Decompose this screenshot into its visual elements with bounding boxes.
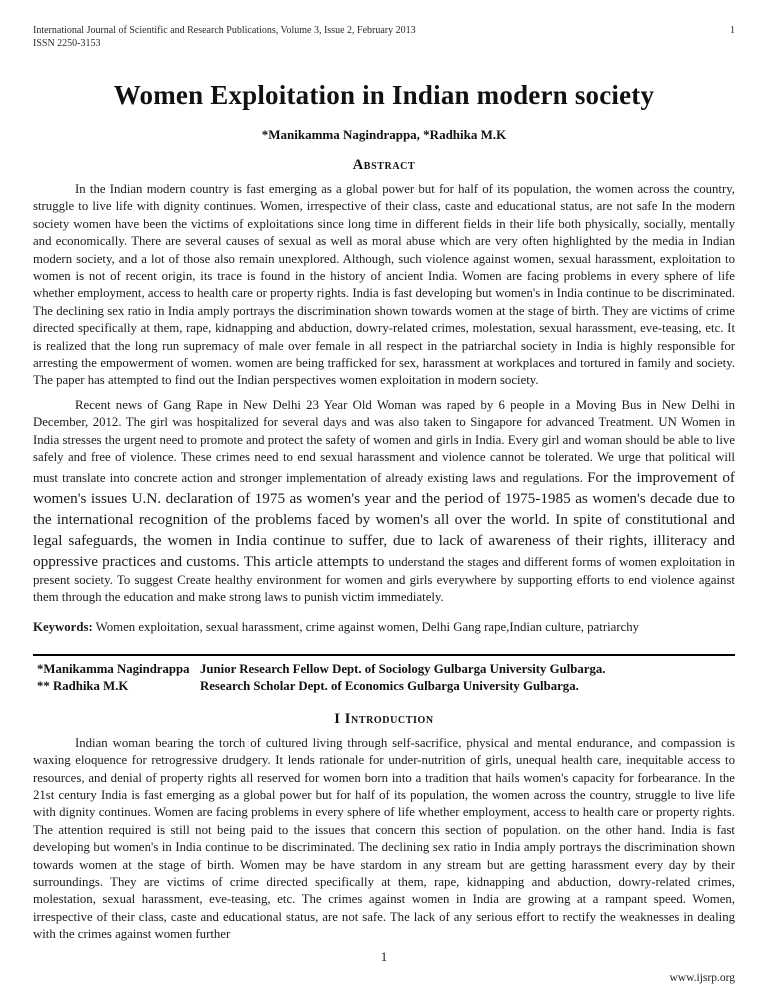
footnote-author-affiliation: Research Scholar Dept. of Economics Gulbarga University Gulbarga. xyxy=(200,679,579,694)
abstract-heading: Abstract xyxy=(352,157,416,173)
abstract-p2-segment-normal-2: understand the stages and different forms of women exploitation in present society. To suggest Create healthy environment for women and girls everywhere by supporting efforts to end violence against them through the education and make strong laws to punish victim immediately. xyxy=(33,554,735,604)
abstract-paragraph-1: In the Indian modern country is fast emerging as a global power but for half of its population, the women across the country, struggle to live life with dignity continues. Women, irrespective of their class, caste and educational status, are not safe In the modern society women have been the victims of exploitations since long time in different fields in their life both physically, socially, mentally and economically. There are several causes of sexual as well as moral abuse which are very often highlighted by the media in Indian modern society, and a lot of those also remain unexplored. Although, such violence against women, sexual harassment, exploitation to women is not of recent origin, its trace is found in the history of ancient India. Women are facing problems in every sphere of life whether employment, access to health care or property rights. India is fast developing but women's in India continue to be discriminated. The declining sex ratio in India amply portrays the discrimination shown towards women at the stage of birth. They are victims of crime directed specifically at them, rape, kidnapping and abduction, dowry-related crimes, molestation, sexual harassment, eve-teasing, etc. It is realized that the long run supremacy of male over female in all respect in the patriarchal society in India is highly responsible for arresting the empowerment of women. women are being trafficked for sex, harassment at workplaces and tortured in family and society. The paper has attempted to find out the Indian perspectives women exploitation in modern society. xyxy=(33,182,735,388)
journal-header xyxy=(33,24,735,50)
abstract-p2-segment-normal-1: Recent news of Gang Rape in New Delhi 23 Year Old Woman was raped by 6 people in a Moving Bus in New Delhi in December, 2012. The girl was hospitalized for several days and was also taken to Singapore for advanced Treatment. UN Women in India stresses the urgent need to promote and protect the safety of women and girls in India. Every girl and woman should be able to live safely and free of violence. These crimes need to end sexual harassment and violence cannot be tolerated. We urge that political will must translate into concrete action and stronger implementation of already existing laws and regulations. xyxy=(33,397,735,485)
footnote-author-affiliation: Junior Research Fellow Dept. of Sociology Gulbarga University Gulbarga. xyxy=(200,661,606,676)
footnote-author-name: ** Radhika M.K xyxy=(37,679,129,694)
footnote-author-name: *Manikamma Nagindrappa xyxy=(37,661,190,676)
introduction-heading: I Introduction xyxy=(334,710,434,727)
footer-page-number: 1 xyxy=(380,948,388,964)
keywords-label: Keywords: xyxy=(33,620,93,635)
abstract-p2-segment-large: For the improvement of women's issues U.N. declaration of 1975 as women's year and the period of 1975-1985 as women's decade due to the international recognition of the problems faced by women's all over the world. In spite of constitutional and legal safeguards, the women in India continue to suffer, due to lack of awareness of their rights, illiteracy and oppressive practices and customs. This article attempts to xyxy=(33,468,735,570)
keywords-line xyxy=(33,619,735,636)
paper-title: Women Exploitation in Indian modern society xyxy=(113,80,655,110)
keywords-text: Women exploitation, sexual harassment, crime against women, Delhi Gang rape,Indian culture, patriarchy xyxy=(92,620,640,635)
authors-line: *Manikamma Nagindrappa, *Radhika M.K xyxy=(261,127,507,142)
footnote-row xyxy=(33,678,735,696)
journal-issn: ISSN 2250-3153 xyxy=(33,38,101,49)
abstract-paragraph-2 xyxy=(33,397,735,606)
header-page-number: 1 xyxy=(730,25,735,36)
journal-title-line: International Journal of Scientific and Research Publications, Volume 3, Issue 2, February 2013 xyxy=(33,25,416,36)
footnote-row xyxy=(33,661,735,679)
introduction-paragraph: Indian woman bearing the torch of cultured living through self-sacrifice, physical and mental endurance, and compassion is waxing eloquence for retrogressive drudgery. It lends rationale for under-nutrition of girls, unequal health care, inequitable access to resources, and denial of property rights all reserved for women born into a tradition that hails women's capacity for forbearance. In the 21st century India is fast emerging as a global power but for half of its population, the women across the country, struggle to live life with dignity continues. Women are facing problems in every sphere of life whether employment, access to health care or property rights. The attention required is still not being paid to the issues that concern this section of population. on the other hand. India is fast developing but women's in India continue to be discriminated. The declining sex ratio in India amply portrays the discrimination shown towards women at the stage of birth. Women may be have stardom in any stream but are getting harassment every day by their surroundings. They are victims of crime directed specifically at them, rape, kidnapping and abduction, dowry-related crimes, molestation, sexual harassment, eve-teasing, etc. The crimes against women in India are growing at a rampant speed. Women, irrespective of their class, caste and educational status, are not safe. The lack of any serious effort to rectify the weaknesses in dealing with the crimes against women further xyxy=(33,735,735,942)
footer-url: www.ijsrp.org xyxy=(669,971,735,984)
author-footnote-block xyxy=(33,654,735,696)
